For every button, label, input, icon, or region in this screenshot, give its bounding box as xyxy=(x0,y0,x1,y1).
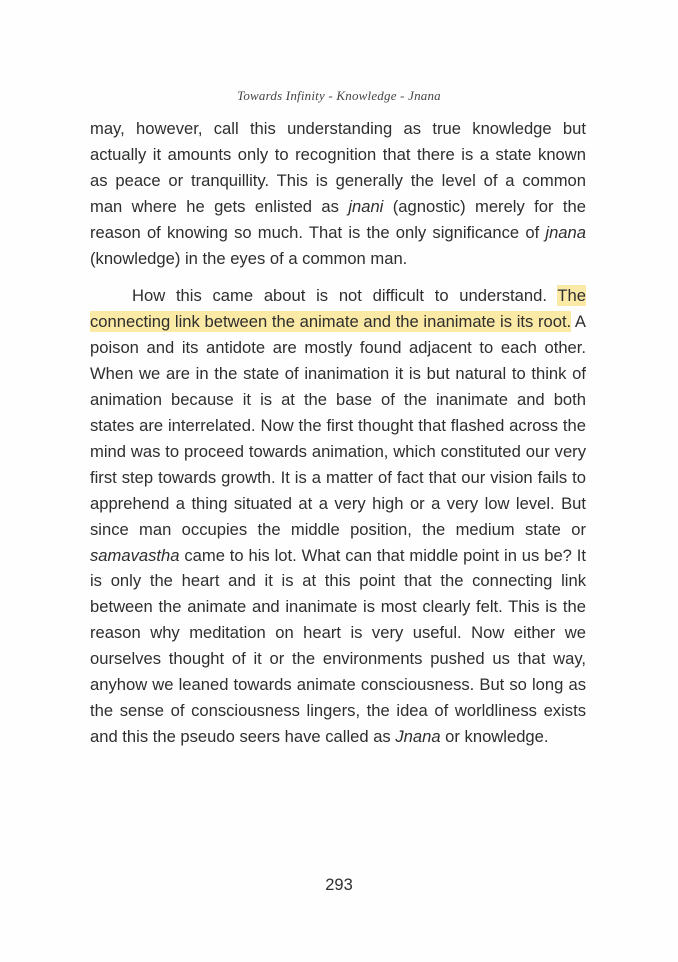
paragraph-2-text-1: How this came about is not difficult to understand. xyxy=(132,286,558,306)
paragraph-2-text-3: came to his lot. What can that middle point in us be? It is only the heart and it is at this point that the connecting link between the animate and inanimate is most clearly felt. This is the reason why meditation on heart is very useful. Now either we ourselves thought of it or the environments pushed us that way, anyhow we leaned towards animate consciousness. But so long as the sense of consciousness lingers, the idea of worldliness exists and this the pseudo seers have called as xyxy=(90,545,586,746)
term-jnana: jnana xyxy=(545,222,586,242)
paragraph-1-text-2: (agnostic) merely for the reason of knowing so much. That is the only significance of xyxy=(90,196,586,242)
running-head: Towards Infinity - Knowledge - Jnana xyxy=(237,88,441,103)
term-samavastha: samavastha xyxy=(90,545,180,565)
body-text xyxy=(90,116,586,750)
paragraph-1-text-1: may, however, call this understanding as true knowledge but actually it amounts only to recognition that there is a state known as peace or tranquillity. This is generally the level of a common man where he gets enlisted as xyxy=(90,119,586,216)
paragraph-1-text-3: (knowledge) in the eyes of a common man. xyxy=(90,248,408,268)
paragraph-2-text-4: or knowledge. xyxy=(440,726,549,746)
term-jnani: jnani xyxy=(348,196,384,216)
page-number: 293 xyxy=(325,876,353,894)
highlighted-sentence: The connecting link between the animate and the inanimate is its root. xyxy=(90,286,586,332)
paragraph-2-text-2: A poison and its antidote are mostly found adjacent to each other. When we are in the state of inanimation it is but natural to think of animation because it is at the base of the inanimate and both states are interrelated. Now the first thought that flashed across the mind was to proceed towards animation, which constituted our very first step towards growth. It is a matter of fact that our vision fails to apprehend a thing situated at a very high or a very low level. But since man occupies the middle position, the medium state or xyxy=(90,312,586,539)
paragraph-2 xyxy=(90,283,586,749)
term-jnana-capitalized: Jnana xyxy=(395,726,441,746)
paragraph-1 xyxy=(90,116,586,271)
